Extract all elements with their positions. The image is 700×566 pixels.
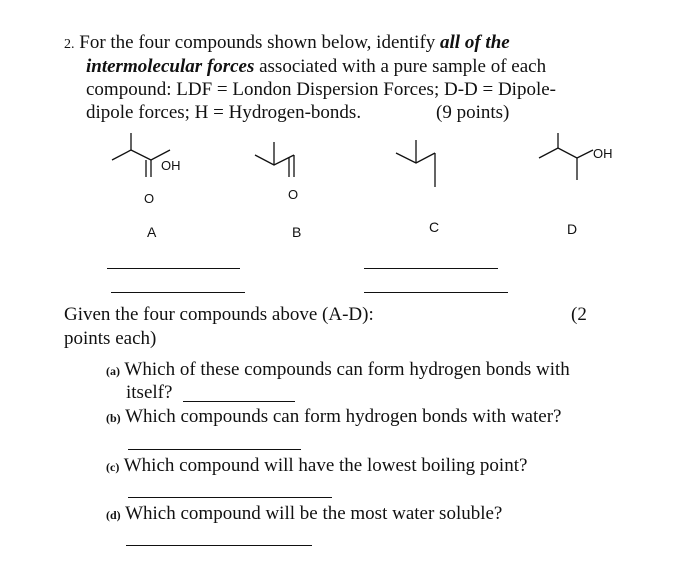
part-b-line — [106, 405, 561, 430]
part-a-text-1: Which of these compounds can form hydrogen bonds with — [124, 359, 570, 380]
part-b-marker: (b) — [106, 411, 121, 425]
part-d-text: Which compound will be the most water soluble? — [125, 503, 503, 524]
part-a-line-1 — [106, 358, 570, 383]
part-d-line — [106, 502, 502, 527]
question-number: 2. — [64, 37, 75, 52]
part-c-line — [106, 454, 527, 479]
question-text-1: For the four compounds shown below, identify — [79, 32, 441, 53]
compound-d-label: D — [567, 221, 578, 237]
compound-a-o: O — [144, 191, 155, 206]
part-d-answer-blank[interactable] — [126, 545, 312, 546]
question-points: (9 points) — [436, 102, 510, 123]
compound-a-oh: OH — [161, 158, 181, 173]
compound-b-label: B — [292, 224, 302, 240]
question-line-2 — [86, 55, 546, 78]
part-d-marker: (d) — [106, 508, 121, 522]
emphasis-intermolecular-forces: intermolecular forces — [86, 56, 255, 77]
answer-blank-d[interactable] — [364, 292, 508, 293]
compound-c-structure — [396, 140, 435, 187]
answer-blank-b[interactable] — [111, 292, 245, 293]
part-c-answer-blank[interactable] — [128, 497, 332, 498]
question-line-1 — [64, 31, 510, 56]
followup-intro: Given the four compounds above (A-D): — [64, 304, 374, 325]
compound-d-structure — [539, 133, 613, 180]
part-a-marker: (a) — [106, 364, 120, 378]
compound-c-label: C — [429, 219, 440, 235]
part-a-answer-blank[interactable] — [183, 401, 295, 402]
part-c-marker: (c) — [106, 460, 120, 474]
compound-a-structure — [112, 133, 181, 206]
compound-b-structure — [255, 142, 298, 202]
compound-d-oh: OH — [593, 146, 613, 161]
question-line-3: compound: LDF = London Dispersion Forces; D-D = Dipole- — [86, 79, 556, 100]
part-b-text: Which compounds can form hydrogen bonds with water? — [125, 406, 562, 427]
question-line-4: dipole forces; H = Hydrogen-bonds. — [86, 102, 362, 123]
emphasis-all-of-the: all of the — [440, 32, 510, 53]
answer-blank-a[interactable] — [107, 268, 240, 269]
answer-blank-c[interactable] — [364, 268, 498, 269]
part-c-text: Which compound will have the lowest boiling point? — [123, 455, 528, 476]
compound-a-label: A — [147, 224, 157, 240]
part-a-text-2: itself? — [126, 382, 173, 403]
question-text-2: associated with a pure sample of each — [254, 56, 547, 77]
followup-points-b: points each) — [64, 328, 157, 349]
compound-b-o: O — [288, 187, 299, 202]
followup-points-a: (2 — [571, 304, 587, 325]
part-b-answer-blank[interactable] — [128, 449, 301, 450]
